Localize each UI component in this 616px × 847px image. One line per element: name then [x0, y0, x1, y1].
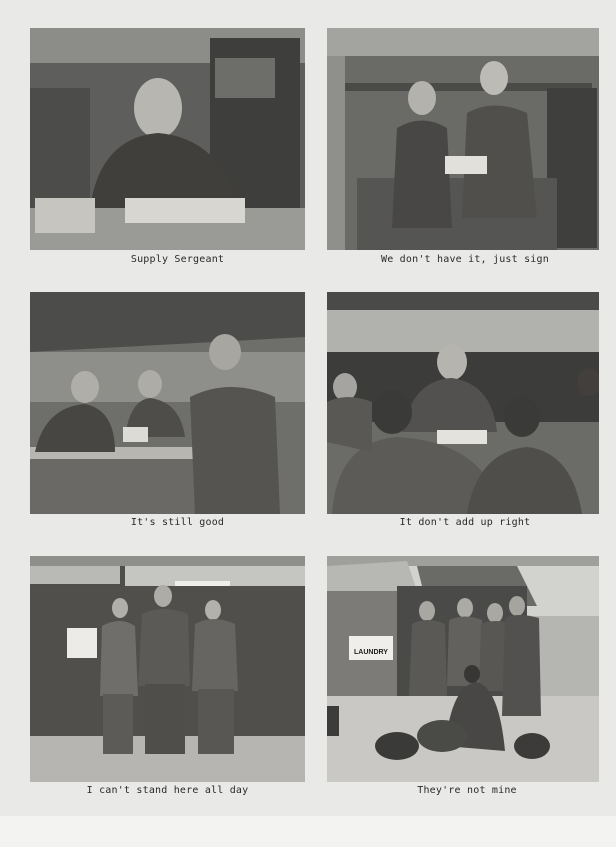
page-bottom-margin	[0, 816, 616, 847]
caption-just-sign: We don't have it, just sign	[381, 254, 549, 265]
photo-add-up-right	[327, 292, 599, 514]
caption-stand-here: I can't stand here all day	[86, 785, 249, 796]
laundry-sign-text: LAUNDRY	[354, 649, 388, 656]
caption-still-good: It's still good	[130, 517, 225, 528]
photo-supply-sergeant	[30, 28, 305, 250]
photo-stand-here	[30, 556, 305, 782]
photo-still-good	[30, 292, 305, 514]
photo-not-mine	[327, 556, 599, 782]
photo-just-sign	[327, 28, 599, 250]
caption-not-mine: They're not mine	[417, 785, 517, 796]
caption-add-up-right: It don't add up right	[399, 517, 531, 528]
caption-supply-sergeant: Supply Sergeant	[130, 254, 225, 265]
